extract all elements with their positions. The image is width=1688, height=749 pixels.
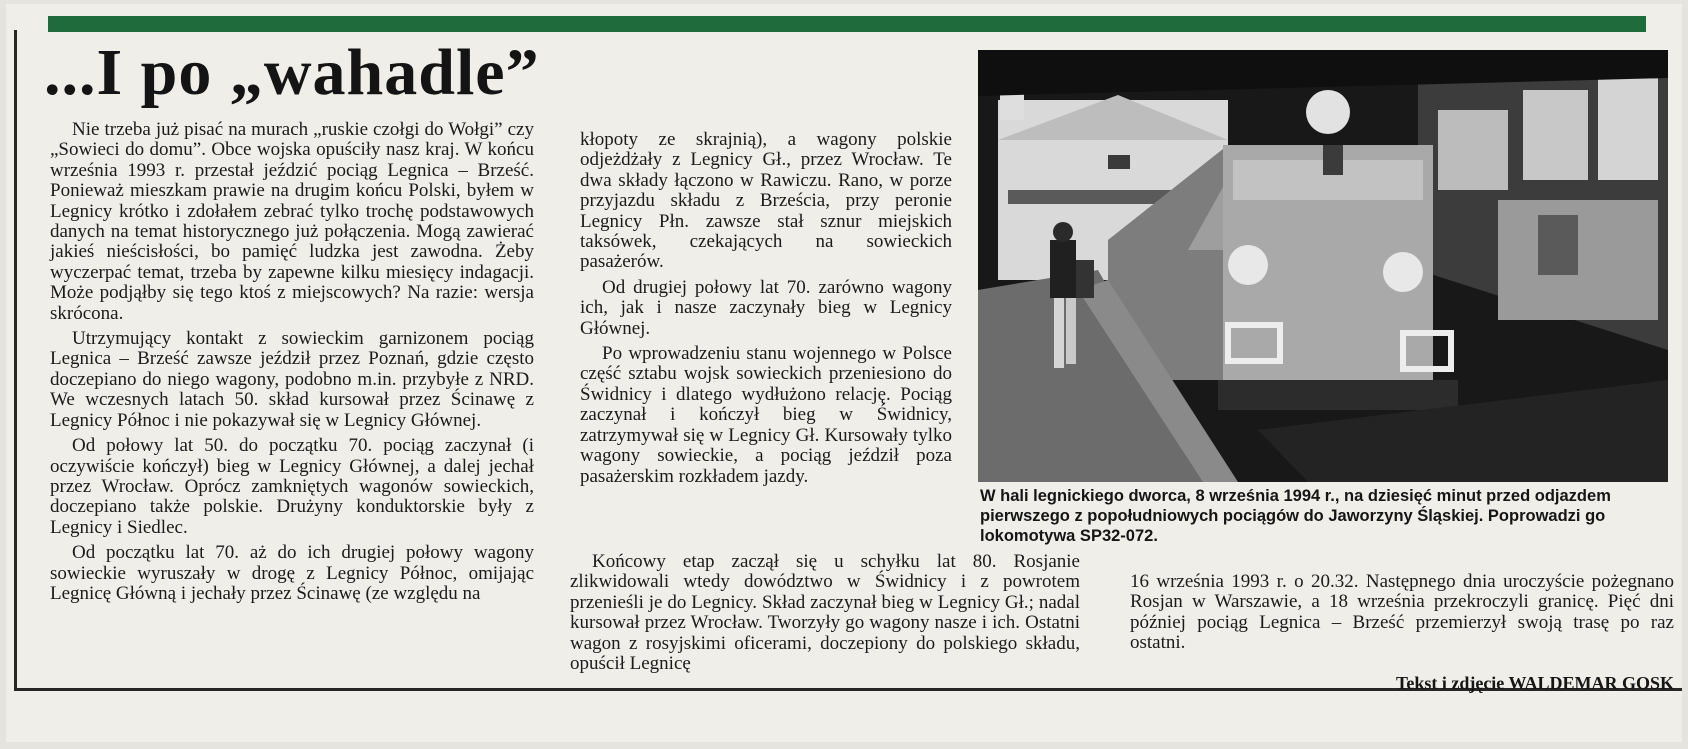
paragraph: Od drugiej połowy lat 70. zarówno wagony ich, jak i nasze zaczynały bieg w Legnicy Głównej. bbox=[580, 276, 952, 339]
article-headline: ...I po „wahadle” bbox=[44, 36, 540, 109]
paragraph: 16 września 1993 r. o 20.32. Następnego dnia uroczyście pożegnano Rosjan w Warszawie, a 18 września przekroczyli granicę. Pięć dni później pociąg Legnica – Brześć przemierzył swoją trasę po raz ostatni. bbox=[1130, 571, 1674, 654]
article-column-2-bottom bbox=[570, 552, 1080, 674]
frame-left-rule bbox=[14, 30, 17, 690]
paragraph: Końcowy etap zaczął się u schyłku lat 80. Rosjanie zlikwidowali wtedy dowództwo w Świdnicy i z powrotem przenieśli je do Legnicy. Skład zaczynał bieg w Legnicy Gł.; nadal kursował przez Wrocław. Tworzyły go wagony nasze i ich. Ostatni wagon z rosyjskimi oficerami, doczepiony do polskiego składu, opuścił Legnicę bbox=[570, 551, 1080, 675]
paragraph: kłopoty ze skrajnią), a wagony polskie odjeżdżały z Legnicy Gł., przez Wrocław. Te dwa składy łączono w Rawiczu. Rano, w porze przyjazdu składu z Brześcia, przy peronie Legnicy Płn. zawsze stał sznur miejskich taksówek, czekających na sowieckich pasażerów. bbox=[580, 129, 952, 273]
paragraph: Po wprowadzeniu stanu wojennego w Polsce część sztabu wojsk sowieckich przeniesiono do Świdnicy i dlatego wydłużono relację. Pociąg zaczynał i kończył bieg w Świdnicy, zatrzymywał się w Legnicy Gł. Kursowały tylko wagony sowieckie, a pociąg jeździł poza pasażerskim rozkładem jazdy. bbox=[580, 343, 952, 487]
article-column-2 bbox=[580, 130, 952, 487]
article-column-1 bbox=[50, 120, 534, 604]
photo-caption: W hali legnickiego dworca, 8 września 1994 r., na dziesięć minut przed odjazdem pierwszego z popołudniowych pociągów do Jaworzyny Śląskiej. Poprowadzi go lokomotywa SP32-072. bbox=[980, 487, 1611, 545]
locomotive-photo bbox=[978, 50, 1668, 482]
article-column-3 bbox=[1130, 572, 1674, 654]
paragraph: Od początku lat 70. aż do ich drugiej połowy wagony sowieckie wyruszały w drogę z Legnicy Północ, omijając Legnicę Główną i jechały przez Ścinawę (ze względu na bbox=[50, 542, 534, 604]
paragraph: Nie trzeba już pisać na murach „ruskie czołgi do Wołgi” czy „Sowieci do domu”. Obce wojska opuściły nasz kraj. W końcu września 1993 r. przestał jeździć pociąg Legnica – Brześć. Ponieważ mieszkam prawie na drugim końcu Polski, byłem w Legnicy krótko i zdołałem zebrać tylko trochę podstawowych danych na temat historycznego już połączenia. Mogą zawierać jakieś nieścisłości, bo pamięć ludzka jest zawodna. Żeby wyczerpać temat, trzeba by zapewne kilku miesięcy indagacji. Może podjąłby się tego ktoś z miejscowych? Na razie: wersja skrócona. bbox=[50, 119, 534, 324]
byline: Tekst i zdjęcie WALDEMAR GOSK bbox=[1395, 673, 1674, 693]
paragraph: Od połowy lat 50. do początku 70. pociąg zaczynał (i oczywiście kończył) bieg w Legnicy Głównej, a dalej jechał przez Wrocław. Oprócz zamkniętych wagonów sowieckich, doczepiano także polskie. Drużyny konduktorskie były z Legnicy i Siedlec. bbox=[50, 435, 534, 538]
station-hall-illustration bbox=[978, 50, 1668, 482]
paragraph: Utrzymujący kontakt z sowieckim garnizonem pociąg Legnica – Brześć zawsze jeździł przez Poznań, gdzie często doczepiano do niego wagony, podobno m.in. przybyłe z NRD. We wczesnych latach 50. skład kursował przez Ścinawę z Legnicy Północ i nie pokazywał się w Legnicy Głównej. bbox=[50, 328, 534, 431]
green-top-rule bbox=[48, 16, 1646, 32]
